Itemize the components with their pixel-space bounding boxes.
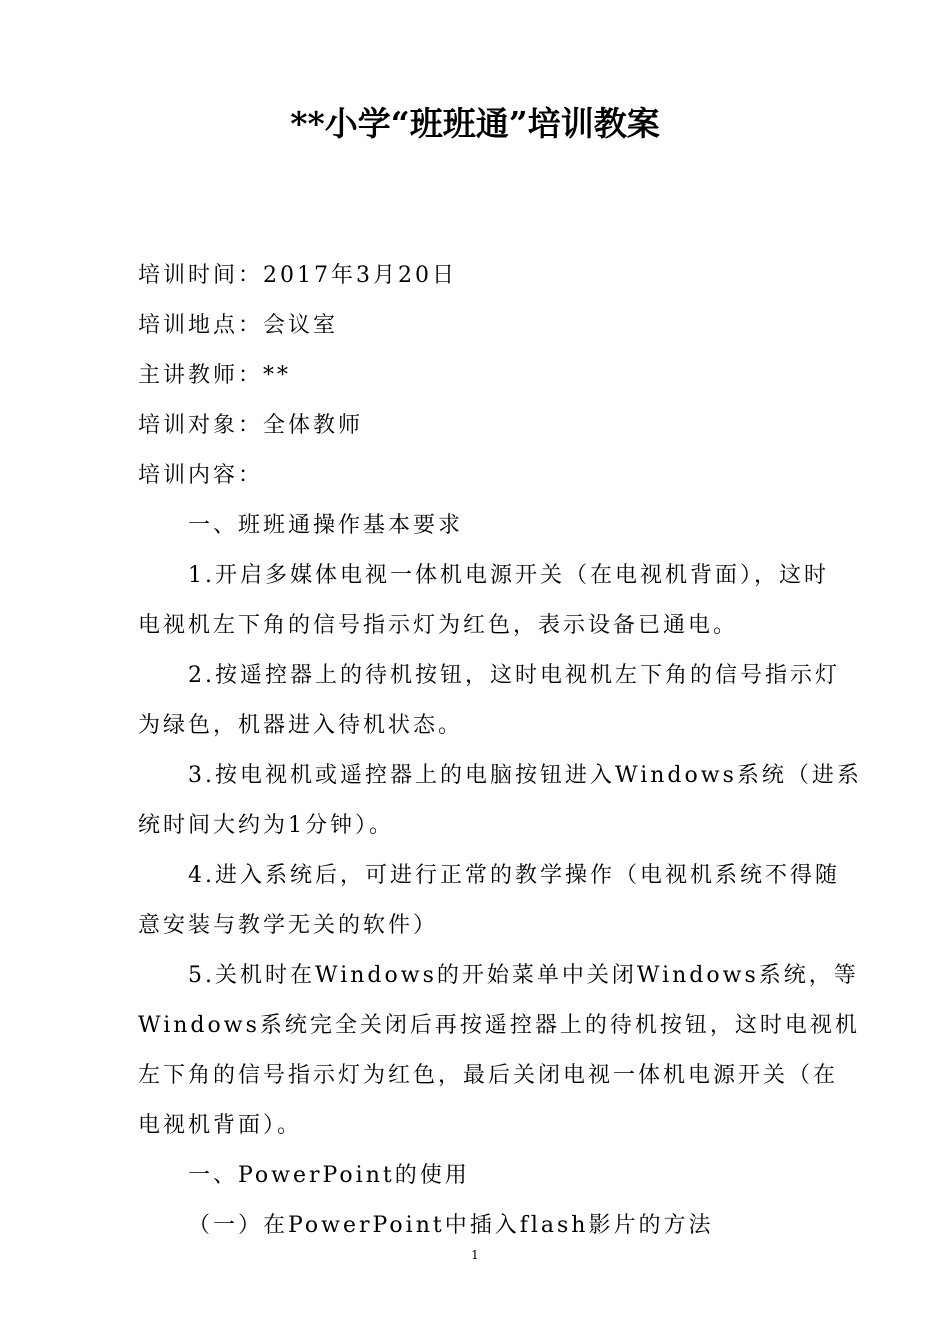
training-place: 培训地点：会议室 xyxy=(138,313,339,338)
item2-line1: 2.按遥控器上的待机按钮，这时电视机左下角的信号指示灯 xyxy=(188,663,840,688)
training-audience: 培训对象：全体教师 xyxy=(138,413,364,438)
training-content-label: 培训内容： xyxy=(138,463,264,488)
item5-line3: 左下角的信号指示灯为红色，最后关闭电视一体机电源开关（在 xyxy=(138,1063,839,1088)
item5-line2: Windows系统完全关闭后再按遥控器上的待机按钮，这时电视机 xyxy=(138,1013,860,1038)
document-title: **小学“班班通”培训教案 xyxy=(290,104,660,143)
item2-line2: 为绿色，机器进入待机状态。 xyxy=(138,713,464,738)
training-time: 培训时间：2017年3月20日 xyxy=(138,263,457,288)
page-number: 1 xyxy=(471,1248,479,1262)
item4-line1: 4.进入系统后，可进行正常的教学操作（电视机系统不得随 xyxy=(188,863,840,888)
training-teacher: 主讲教师：** xyxy=(138,363,292,388)
item1-line2: 电视机左下角的信号指示灯为红色，表示设备已通电。 xyxy=(138,613,739,638)
item3-line2: 统时间大约为1分钟）。 xyxy=(138,813,394,838)
section2-sub1: （一）在PowerPoint中插入flash影片的方法 xyxy=(188,1213,714,1238)
item3-line1: 3.按电视机或遥控器上的电脑按钮进入Windows系统（进系 xyxy=(188,763,862,788)
item5-line4: 电视机背面）。 xyxy=(138,1113,303,1138)
item1-line1: 1.开启多媒体电视一体机电源开关（在电视机背面），这时 xyxy=(188,563,829,588)
section1-heading: 一、班班通操作基本要求 xyxy=(188,513,464,538)
section2-heading: 一、PowerPoint的使用 xyxy=(188,1163,470,1188)
item4-line2: 意安装与教学无关的软件） xyxy=(138,913,439,938)
item5-line1: 5.关机时在Windows的开始菜单中关闭Windows系统，等 xyxy=(188,963,859,988)
